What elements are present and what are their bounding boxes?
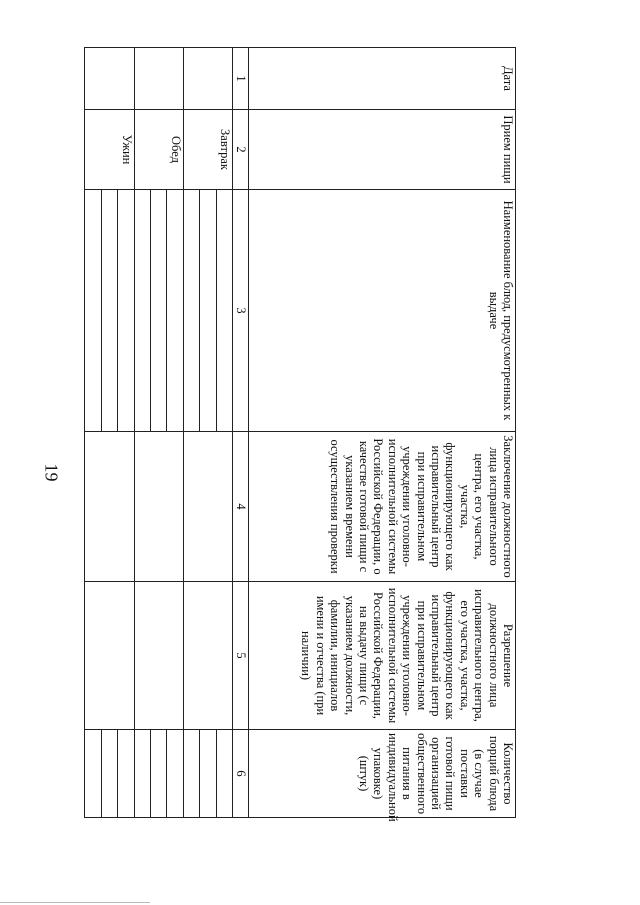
dish-cell [101,190,117,432]
column-number-row [233,48,249,818]
table-row [167,48,183,818]
column-number: 2 [233,110,249,190]
portions-cell [216,730,232,818]
portions-cell [167,730,183,818]
dish-cell [183,190,199,432]
column-number: 1 [233,48,249,110]
header-row [249,48,516,818]
portions-cell [151,730,167,818]
meal-cell-lunch: Обед [134,110,183,190]
table-row [216,48,232,818]
dish-cell [200,190,216,432]
conclusion-cell [183,432,232,582]
portions-cell [200,730,216,818]
conclusion-cell [134,432,183,582]
permission-cell [85,582,135,730]
dish-cell [167,190,183,432]
portions-cell [85,730,102,818]
column-number: 6 [233,730,249,818]
date-cell [183,48,232,110]
permission-cell [134,582,183,730]
portions-cell [101,730,117,818]
dish-cell [216,190,232,432]
meal-issue-table [84,47,516,822]
column-number: 4 [233,432,249,582]
meal-cell-breakfast: Завтрак [183,110,232,190]
header-meal: Прием пищи [249,110,516,190]
date-cell [134,48,183,110]
table-row [118,48,134,818]
dish-cell [118,190,134,432]
rotated-form-table [84,47,516,822]
dish-cell [134,190,150,432]
footer-rule [0,902,150,903]
permission-cell [183,582,232,730]
meal-cell-dinner: Ужин [85,110,135,190]
column-number: 5 [233,582,249,730]
header-permission: Разрешение должностного лица исправительного центра, его участка, участка, функционирующего как исправительный центр при исправительном учреждении уголовно-исполнительной системы Российской Федерации, на выдачу пищи (с указанием должности, фамилии, инициалов имени и отчества (при наличии) [249,582,516,730]
column-number: 3 [233,190,249,432]
header-conclusion: Заключение должностного лица исправительного центра, его участка, участка, функционирующего как исправительный центр при исправительном учреждении уголовно-исполнительной системы Российской Федерации, о качестве готовой пищи с указанием времени осуществления проверки [249,432,516,582]
date-cell [85,48,135,110]
dish-cell [85,190,102,432]
page-number: 19 [41,463,62,482]
portions-cell [183,730,199,818]
dish-cell [151,190,167,432]
conclusion-cell [85,432,135,582]
portions-cell [134,730,150,818]
header-portions: Количество порций блюда (в случае поставки готовой пищи организацией общественного питания в индивидуальной упаковке) (штук) [249,730,516,818]
header-dishes: Наименование блюд, предусмотренных к выдаче [249,190,516,432]
portions-cell [118,730,134,818]
header-date: Дата [249,48,516,110]
